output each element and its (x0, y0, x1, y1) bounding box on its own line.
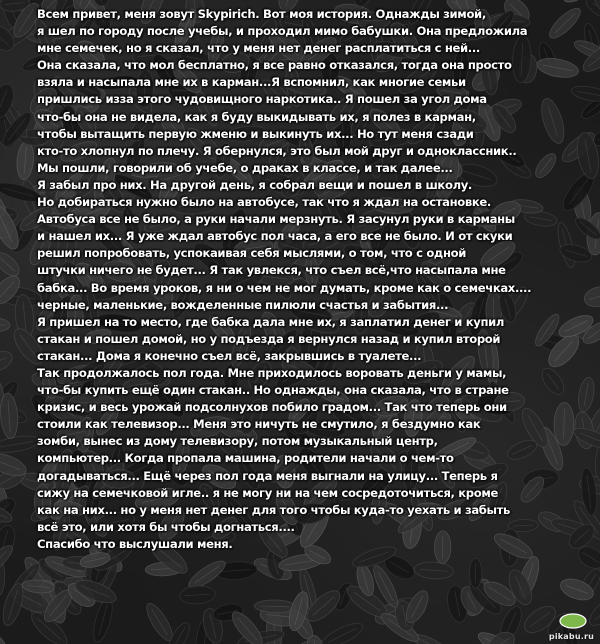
story-line: чтобы вытащить первую жменю и выкинуть их... Но тут меня сзади (37, 126, 474, 141)
story-line: стакан и пошел домой, но у подъезда я вернулся назад и купил второй (37, 331, 501, 346)
story-line: я шел по городу после учебы, и проходил мимо бабушки. Она предложила (37, 24, 528, 39)
watermark-text: pikabu.ru (548, 632, 594, 641)
story-line: как на них... но у меня нет денег для того чтобы куда-то уехать и забыть (37, 502, 511, 517)
story-line: мне семечек, но я сказал, что у меня нет денег расплатиться с ней... (37, 41, 480, 56)
story-line: компьютер... Когда пропала машина, родители начали о чем-то (37, 451, 454, 466)
story-line: Так продолжалось пол года. Мне приходилось воровать деньги у мамы, (37, 365, 507, 380)
story-line: всё это, или хотя бы чтобы догнаться.... (37, 519, 295, 534)
story-line: что-бы купить ещё один стакан.. Но однажды, она сказала, что в стране (37, 383, 509, 398)
story-text (37, 6, 597, 553)
story-line: Мы пошли, говорили об учебе, о драках в классе, и так далее... (37, 160, 453, 175)
story-line: и нашел их... Я уже ждал автобус пол часа, а его все не было. И от скуки (37, 229, 513, 244)
story-line: что-бы она не видела, как я буду выкидывать их, я полез в карман, (37, 109, 476, 124)
story-line: Я забыл про них. На другой день, я собрал вещи и пошел в школу. (37, 177, 472, 192)
story-line: штучки ничего не будет... Я так увлекся, что съел всё,что насыпала мне (37, 263, 506, 278)
story-line: кризис, и весь урожай подсолнухов побило градом... Так что теперь они (37, 400, 507, 415)
pikabu-logo-icon (558, 611, 588, 629)
story-line: взяла и насыпала мне их в карман...Я вспомнил, как многие семьи (37, 75, 466, 90)
story-line: зомби, вынес из дому телевизору, потом музыкальный центр, (37, 434, 438, 449)
story-line: Она сказала, что мол бесплатно, я все равно отказался, тогда она просто (37, 58, 512, 73)
pikabu-watermark (548, 611, 594, 641)
story-line: пришлись изза этого чудовищного наркотика.. Я пошел за угол дома (37, 92, 487, 107)
story-line: решил попробовать, успокаивая себя мыслями, о том, что с одной (37, 246, 466, 261)
story-line: Я пришел на то место, где бабка дала мне их, я заплатил денег и купил (37, 314, 505, 329)
story-line: догадываться... Ещё через пол года меня выгнали на улицу... Теперь я (37, 468, 498, 483)
story-line: бабка... Во время уроков, я ни о чем не мог думать, кроме как о семечках.... (37, 280, 532, 295)
story-line: кто-то хлопнул по плечу. Я обернулся, это был мой друг и одноклассник.. (37, 143, 517, 158)
story-line: стоили как телевизор... Меня это ничуть не смутило, я бездумно как (37, 417, 481, 432)
story-line: Автобуса все не было, а руки начали мерзнуть. Я засунул руки в карманы (37, 212, 515, 227)
story-line: Спасибо что выслушали меня. (37, 536, 233, 551)
story-line: Всем привет, меня зовут Skypirich. Вот моя история. Однажды зимой, (37, 7, 486, 21)
story-line: сижу на семечковой игле.. я не могу ни на чем сосредоточиться, кроме (37, 485, 499, 500)
story-line: Но добираться нужно было на автобусе, так что я ждал на остановке. (37, 195, 491, 210)
story-line: стакан... Дома я конечно съел всё, закрывшись в туалете... (37, 348, 422, 363)
story-line: черные, маленькие, вожделенные пилюли счастья и забытия... (37, 297, 449, 312)
